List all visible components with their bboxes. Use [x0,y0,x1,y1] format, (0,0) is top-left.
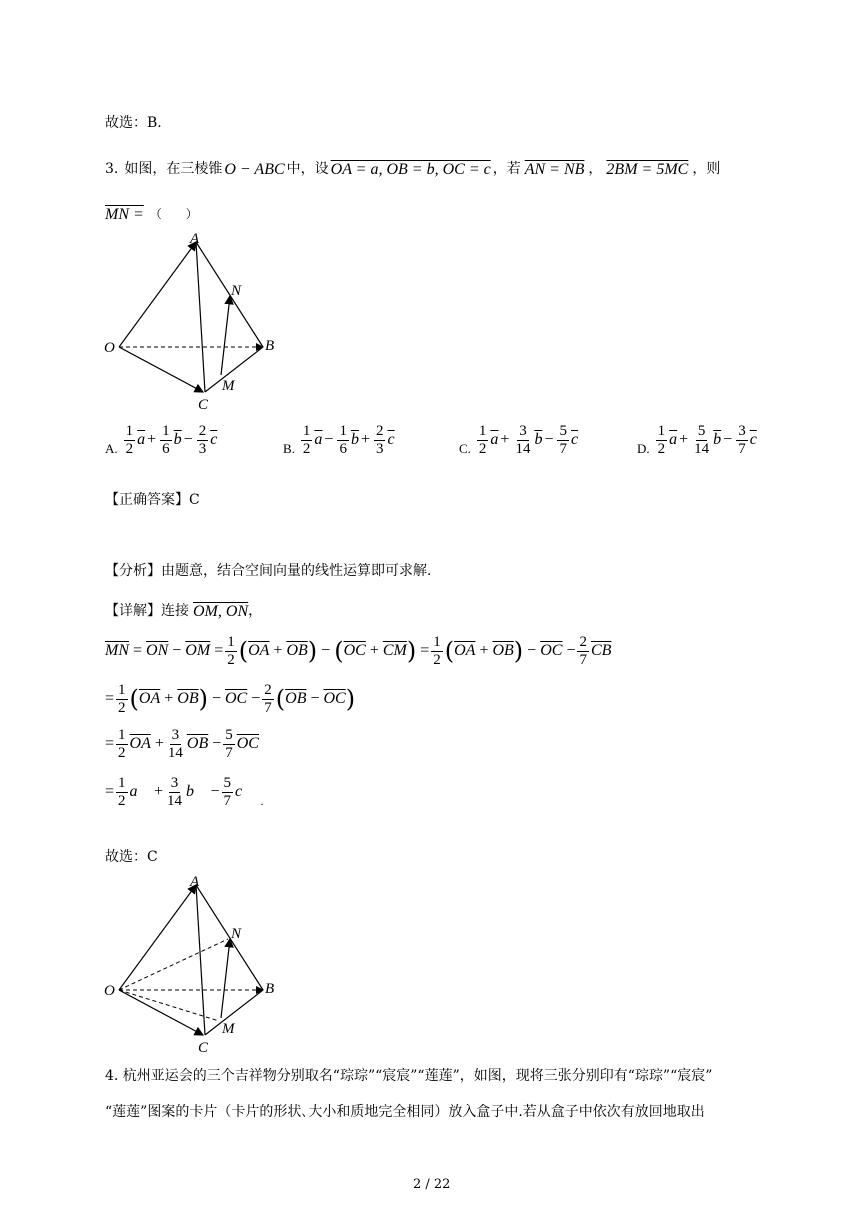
numerator: 3 [519,423,527,439]
option-letter: C. [459,441,471,456]
option-fraction [374,423,386,457]
option-fraction [736,423,748,457]
vector-symbol: $\overline{a}$ [137,431,146,448]
vector-symbol: $\overline{b}$ [350,431,359,448]
stem-text-b: 中，设 [286,161,329,178]
denominator: 3 [198,440,207,457]
vector-symbol: $\overline{c}$ [210,431,218,448]
vector-symbol: $\overline{b}$ [173,431,182,448]
condition-midpoint: AN = NB [524,161,585,178]
pyramid-figure-1 [100,230,300,420]
vector-symbol: $\overline{c}$ [749,431,757,448]
label-c-2: C [198,1040,209,1056]
option-sign: + [679,431,689,448]
denominator: 2 [657,440,666,457]
numerator: 1 [162,423,170,439]
label-a: A [190,231,200,247]
option-fraction [656,423,668,457]
numerator: 1 [339,423,347,439]
numerator: 2 [198,423,207,439]
option-fraction [513,423,532,457]
option-fraction [160,423,172,457]
label-n-2: N [231,926,242,942]
detail-vectors: OM, ON [193,603,249,620]
derivation-line-2: = $\frac{1}{2}$ ( $\overline{OA}$ + $\overline{OB}$ ) − $\overline{OC}$ − $\frac{2}{7}$ ( $\overline{OB}$ − $\overline{OC}$ ) [105,682,356,716]
label-n: N [231,283,242,299]
label-o-2: O [104,983,115,999]
option-d[interactable] [637,423,757,457]
numerator: 2 [375,423,384,439]
vector-symbol: $\overline{a}$ [669,431,678,448]
denominator: 7 [738,440,746,457]
vector-symbol: $\overline{a}$ [490,431,499,448]
denominator: 6 [339,440,347,457]
vector-symbol: $\overline{c}$ [387,431,395,448]
analysis-label: 【分析】 [105,563,161,579]
option-fraction [197,423,209,457]
page-number: 2 / 22 [413,1177,451,1192]
label-b-2: B [265,981,275,997]
vector-symbol: $\overline{b}$ [534,431,543,448]
option-b[interactable] [283,423,395,457]
derivation-line-4: = $\frac{1}{2}$ a⃗ + $\frac{3}{14}$ b⃗ − $\frac{5}{7}$ c⃗ . [105,775,264,809]
option-fraction [301,423,313,457]
option-fraction [692,423,711,457]
answer-blank: （ ） [149,207,198,222]
numerator: 1 [478,423,487,439]
stem-text-d: ，则 [692,161,721,178]
numerator: 1 [657,423,666,439]
detail-label: 【详解】 [105,603,161,620]
option-sign: − [544,431,554,448]
analysis [105,563,431,580]
pyramid-figure-2 [100,873,300,1063]
label-a-2: A [190,874,200,890]
option-sign: − [723,431,733,448]
derivation-line-1: $\overline{MN}$ = $\overline{ON}$ − $\overline{OM}$ = $\frac{1}{2}$ ( $\overline{OA}$ + $\overline{OB}$ ) − ( $\overline{OC}$ + $\overline{CM}$ ) = $\frac{1}{2}$ ( $\overline{OA}$ + $\overline{OB}$ ) − $\overline{OC}$ − $\frac{2}{7}$ $\overline{CB}$ [105,634,612,668]
pyramid-name: O − ABC [224,161,285,178]
vector-definitions: OA = a, OB = b, OC = c [330,161,491,178]
numerator: 3 [738,423,746,439]
question-4-line-1: 4. 杭州亚运会的三个吉祥物分别取名“琮琮”“宸宸”“莲莲”，如图，现将三张分别印有“琮琮”“宸宸” [105,1068,713,1084]
option-sign: − [324,431,334,448]
numerator: 5 [559,423,567,439]
conclusion: 故选：C [105,849,158,865]
option-letter: D. [637,441,650,456]
option-sign: + [500,431,510,448]
detail-intro-text: 连接 [161,603,189,620]
question-4-line-2: “莲莲”图案的卡片（卡片的形状､大小和质地完全相同）放入盒子中.若从盒子中依次有放回地取出 [105,1104,705,1120]
option-c[interactable] [459,423,578,457]
stem-text-a: 如图，在三棱锥 [124,161,223,178]
denominator: 3 [375,440,384,457]
option-sign: + [147,431,157,448]
detail-comma: ， [248,603,263,620]
vector-symbol: $\overline{a}$ [314,431,323,448]
denominator: 14 [694,440,710,457]
analysis-text: 由题意，结合空间向量的线性运算即可求解. [161,563,432,579]
denominator: 14 [515,440,531,457]
denominator: 2 [125,440,134,457]
correct-answer-label: 【正确答案】 [105,492,189,508]
option-fraction [477,423,489,457]
condition-ratio: 2BM = 5MC [606,161,689,178]
numerator: 1 [125,423,134,439]
numerator: 5 [697,423,706,439]
label-b: B [265,338,275,354]
denominator: 7 [559,440,567,457]
label-o: O [104,340,115,356]
option-sign: − [183,431,193,448]
ask-vector: MN = [105,206,144,223]
question-3-stem: 3. 如图，在三棱锥 O − ABC 中，设 OA = a, OB = b, OC = c ，若 AN = NB ， 2BM = 5MC ，则 [105,161,721,178]
previous-answer: 故选：B. [105,115,162,131]
derivation-line-3: = $\frac{1}{2}$ $\overline{OA}$ + $\frac{3}{14}$ $\overline{OB}$ − $\frac{5}{7}$ $\overline{OC}$ [105,727,259,761]
denominator: 6 [162,440,170,457]
option-a[interactable] [105,423,217,457]
option-fraction [124,423,136,457]
stem-text-c: ，若 [492,161,521,178]
option-fraction [557,423,569,457]
label-m: M [222,378,235,394]
option-letter: A. [105,441,118,456]
detail-intro [105,602,262,621]
correct-answer [105,492,200,509]
option-fraction [337,423,349,457]
vector-symbol: $\overline{b}$ [713,431,722,448]
question-ask [105,205,198,224]
numerator: 1 [302,423,311,439]
vector-symbol: $\overline{c}$ [570,431,579,448]
correct-answer-value: C [189,492,200,508]
label-c: C [198,397,209,413]
question-number: 3. [105,161,119,178]
option-letter: B. [283,441,295,456]
option-sign: + [360,431,370,448]
label-m-2: M [222,1021,235,1037]
denominator: 2 [478,440,487,457]
denominator: 2 [302,440,311,457]
